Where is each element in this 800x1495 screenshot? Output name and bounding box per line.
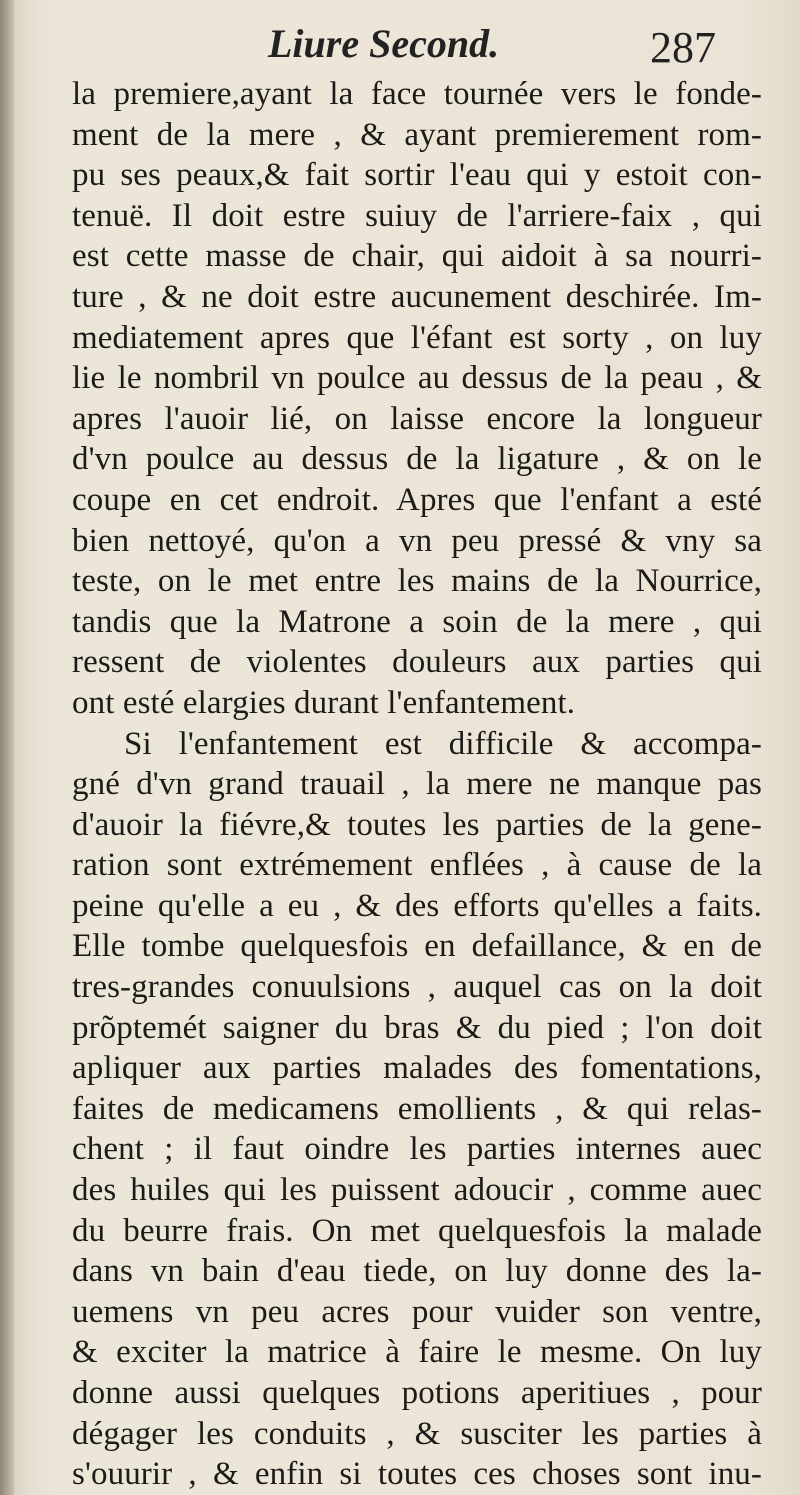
binding-gutter [0,0,14,1495]
text-line: gné d'vn grand trauail , la mere ne manque pas [72,766,762,803]
text-line: prõptemét saigner du bras & du pied ; l'on doit [72,1009,762,1046]
text-line: ture , & ne doit estre aucunement deschirée. Im- [72,278,762,315]
page-number: 287 [650,23,716,72]
text-line: uemens vn peu acres pour vuider son ventre, [72,1293,762,1330]
text-line: d'auoir la fiévre,& toutes les parties de la gene- [72,806,762,843]
text-line: mediatement apres que l'éfant est sorty , on luy [72,319,762,356]
page-header [0,18,800,82]
text-line: d'vn poulce au dessus de la ligature , & on le [72,441,762,478]
text-line: du beurre frais. On met quelquesfois la malade [72,1212,762,1249]
text-line: & exciter la matrice à faire le mesme. On luy [72,1334,762,1371]
text-line: peine qu'elle a eu , & des efforts qu'elles a faits. [72,887,762,924]
text-line: dans vn bain d'eau tiede, on luy donne des la- [72,1253,762,1290]
text-line: Si l'enfantement est difficile & accompa- [124,725,762,762]
text-line: dégager les conduits , & susciter les parties à [72,1415,762,1452]
text-line: faites de medicamens emollients , & qui relas- [72,1090,762,1127]
text-line: lie le nombril vn poulce au dessus de la peau , & [72,360,762,397]
body-text [72,74,762,1495]
text-line: teste, on le met entre les mains de la Nourrice, [72,563,762,600]
text-line: pu ses peaux,& fait sortir l'eau qui y estoit con- [72,157,762,194]
text-line: coupe en cet endroit. Apres que l'enfant a esté [72,481,762,518]
text-line: apliquer aux parties malades des fomentations, [72,1050,762,1087]
text-line: la premiere,ayant la face tournée vers le fonde- [72,76,762,112]
text-line: apres l'auoir lié, on laisse encore la longueur [72,400,762,437]
text-line: s'ouurir , & enfin si toutes ces choses sont inu- [72,1456,762,1493]
text-line: ressent de violentes douleurs aux parties qui [72,644,762,681]
text-line: ont esté elargies durant l'enfantement. [72,684,576,721]
text-line: chent ; il faut oindre les parties internes auec [72,1131,762,1168]
text-line: donne aussi quelques potions aperitiues , pour [72,1375,762,1411]
text-line: tandis que la Matrone a soin de la mere , qui [72,603,762,640]
text-line: Elle tombe quelquesfois en defaillance, & en de [72,928,762,965]
text-line: ment de la mere , & ayant premierement rom- [72,116,762,153]
text-line: tenuë. Il doit estre suiuy de l'arriere-faix , qui [72,197,762,234]
text-line: ration sont extrémement enflées , à cause de la [72,847,762,884]
text-line: est cette masse de chair, qui aidoit à sa nourri- [72,238,762,275]
text-line: des huiles qui les puissent adoucir , comme auec [72,1172,762,1209]
running-title: Liure Second. [268,21,500,66]
text-line: tres-grandes conuulsions , auquel cas on la doit [72,969,762,1006]
text-line: bien nettoyé, qu'on a vn peu pressé & vny sa [72,522,762,559]
